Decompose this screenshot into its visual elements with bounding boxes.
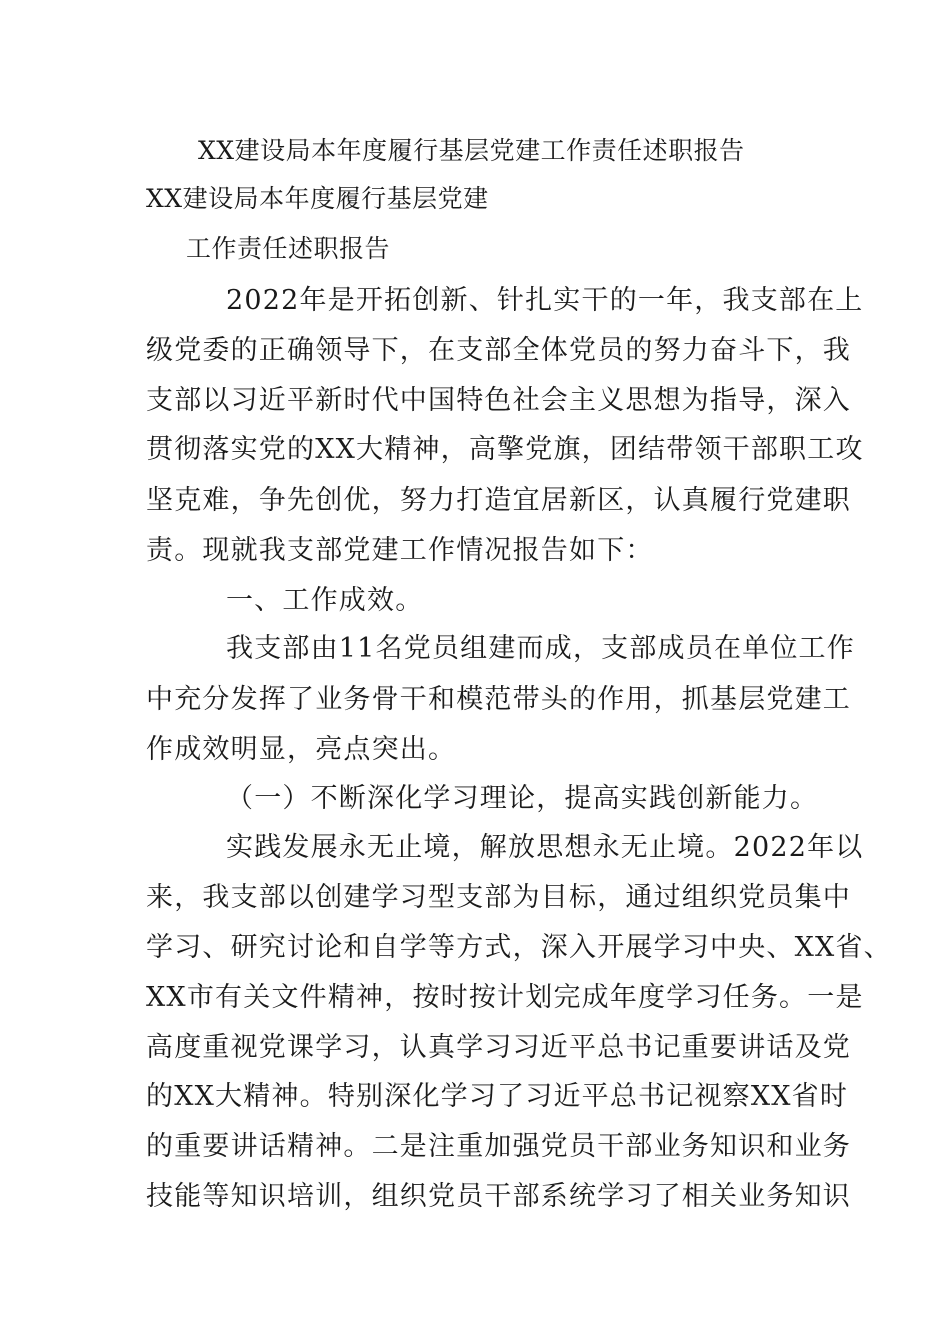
body-line: 作成效明显，亮点突出。 xyxy=(146,734,457,765)
body-line: 学习、研究讨论和自学等方式，深入开展学习中央、XX省、 xyxy=(146,932,892,963)
subsection-heading: （一）不断深化学习理论，提高实践创新能力。 xyxy=(226,783,819,814)
body-line: 来，我支部以创建学习型支部为目标，通过组织党员集中 xyxy=(146,882,851,913)
body-line: XX市有关文件精神，按时按计划完成年度学习任务。一是 xyxy=(146,982,864,1013)
body-line: 高度重视党课学习，认真学习习近平总书记重要讲话及党 xyxy=(146,1032,851,1063)
body-line: 贯彻落实党的XX大精神，高擎党旗，团结带领干部职工攻 xyxy=(146,434,864,465)
body-line: 支部以习近平新时代中国特色社会主义思想为指导，深入 xyxy=(146,385,851,416)
body-line: 实践发展永无止境，解放思想永无止境。2022年以 xyxy=(226,832,864,863)
body-line: 2022年是开拓创新、针扎实干的一年，我支部在上 xyxy=(226,285,864,316)
body-line: 的XX大精神。特别深化学习了习近平总书记视察XX省时 xyxy=(146,1081,849,1112)
section-heading: 一、工作成效。 xyxy=(226,585,424,616)
body-line: 的重要讲话精神。二是注重加强党员干部业务知识和业务 xyxy=(146,1131,851,1162)
body-line: 我支部由11名党员组建而成，支部成员在单位工作 xyxy=(226,633,855,664)
body-line: 级党委的正确领导下，在支部全体党员的努力奋斗下，我 xyxy=(146,335,851,366)
subtitle-line-1: XX建设局本年度履行基层党建 xyxy=(146,184,489,213)
body-line: 责。现就我支部党建工作情况报告如下： xyxy=(146,535,654,566)
document-title: XX建设局本年度履行基层党建工作责任述职报告 xyxy=(198,136,745,165)
body-line: 中充分发挥了业务骨干和模范带头的作用，抓基层党建工 xyxy=(146,684,851,715)
body-line: 坚克难，争先创优，努力打造宜居新区，认真履行党建职 xyxy=(146,485,851,516)
body-line: 技能等知识培训，组织党员干部系统学习了相关业务知识 xyxy=(146,1181,851,1212)
subtitle-line-2: 工作责任述职报告 xyxy=(186,234,391,263)
